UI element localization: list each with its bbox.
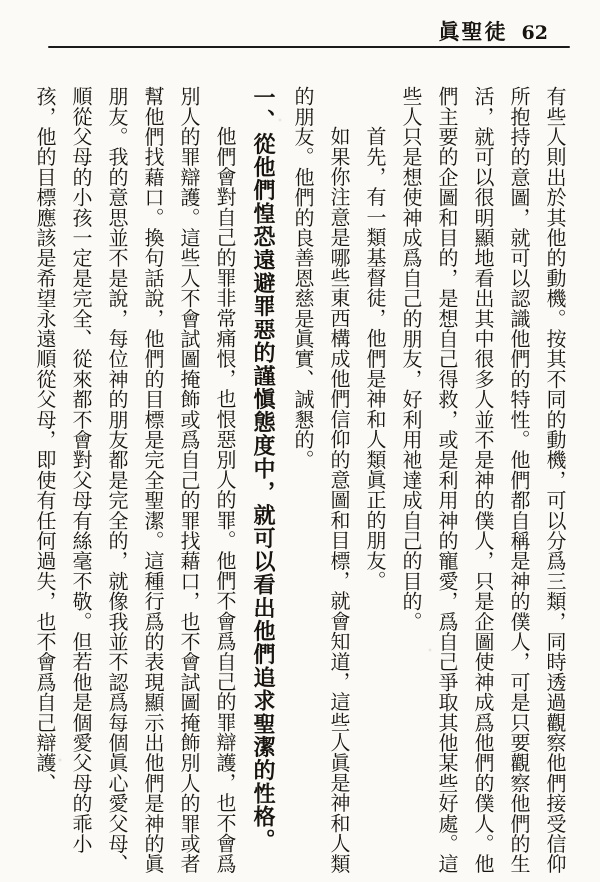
header-rule xyxy=(48,46,570,48)
page-header xyxy=(439,16,548,46)
section-heading: 一、從他們惶恐遠避罪惡的謹愼態度中，就可以看出他們追求聖潔的性格。 xyxy=(251,86,276,852)
paragraph: 如果你注意是哪些東西構成他們信仰的意圖和目標，就會知道，這些人眞是神和人類的朋友。他們的良善恩慈是眞實、誠懇的。 xyxy=(291,86,349,874)
running-title: 眞聖徒 xyxy=(438,20,508,44)
paragraph: 他們會對自己的罪非常痛恨，也恨惡別人的罪。他們不會爲自己的罪辯護，也不會爲別人的罪辯護。這些人不會試圖掩飾或爲自己的罪找藉口，也不會試圖掩飾別人的罪或者幫他們找藉口。換句話說，他們的目標是完全聖潔。這種行爲的表現顯示出他們是神的眞朋友。我的意思並不是說，每位神的朋友都是完全的，就像我並不認爲每個眞心愛父母、順從父母的小孩一定是完全、從來都不會對父母有絲毫不敬。但若他是個愛父母的乖小孩，他的目標應該是希望永遠順從父母，即使有任何過失，也不會爲自己辯護、 xyxy=(33,86,235,874)
page-number: 62 xyxy=(521,22,548,44)
paragraph-continuation: 有些人則出於其他的動機。按其不同的動機，可以分爲三類，同時透過觀察他們接受信仰所抱持的意圖，就可以認識他們的特性。他們都自稱是神的僕人，可是只要觀察他們的生活，就可以很明顯地看出其中很多人並不是神的僕人，只是企圖使神成爲他們的僕人。他們主要的企圖和目的，是想自己得救，或是利用神的寵愛，爲自己爭取其他某些好處。這些人只是想使神成爲自己的朋友，好利用祂達成自己的目的。 xyxy=(399,86,565,874)
paragraph: 首先，有一類基督徒，他們是神和人類眞正的朋友。 xyxy=(363,126,385,591)
page-body xyxy=(26,86,572,874)
